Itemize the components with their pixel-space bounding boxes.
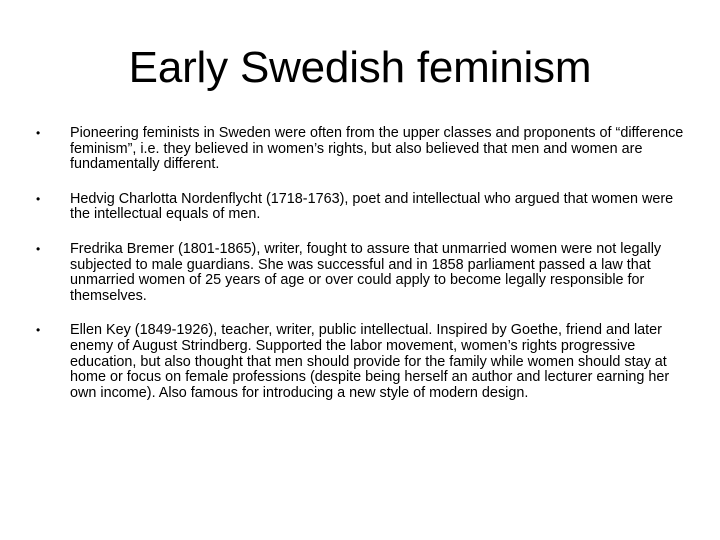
bullet-text: Hedvig Charlotta Nordenflycht (1718-1763), poet and intellectual who argued that women were the intellectual equals of men.	[70, 190, 674, 223]
bullet-item	[36, 126, 686, 173]
bullet-item	[36, 192, 686, 223]
bullet-icon: •	[36, 241, 41, 256]
bullet-icon: •	[36, 191, 41, 206]
bullet-list	[36, 126, 686, 401]
slide-title: Early Swedish feminism	[128, 43, 592, 92]
bullet-item	[36, 242, 686, 304]
bullet-text: Ellen Key (1849-1926), teacher, writer, public intellectual. Inspired by Goethe, friend and later enemy of August Strindberg. Supported the labor movement, women’s rights progressive education, but also thought that men should provide for the family while women should stay at home or focus on female professions (despite being herself an author and lecturer earning her own income). Also famous for introducing a new style of modern design.	[70, 322, 670, 401]
bullet-item	[36, 323, 686, 401]
bullet-icon: •	[36, 323, 41, 338]
bullet-icon: •	[36, 126, 41, 140]
bullet-text: Fredrika Bremer (1801-1865), writer, fought to assure that unmarried women were not legally subjected to male guardians. She was successful and in 1858 parliament passed a law that unmarried women of 25 years of age or over could apply to become legally responsible for themselves.	[70, 240, 662, 304]
bullet-text: Pioneering feminists in Sweden were often from the upper classes and proponents of “difference feminism”, i.e. they believed in women’s rights, but also believed that men and women are fundamentally different.	[70, 125, 684, 173]
